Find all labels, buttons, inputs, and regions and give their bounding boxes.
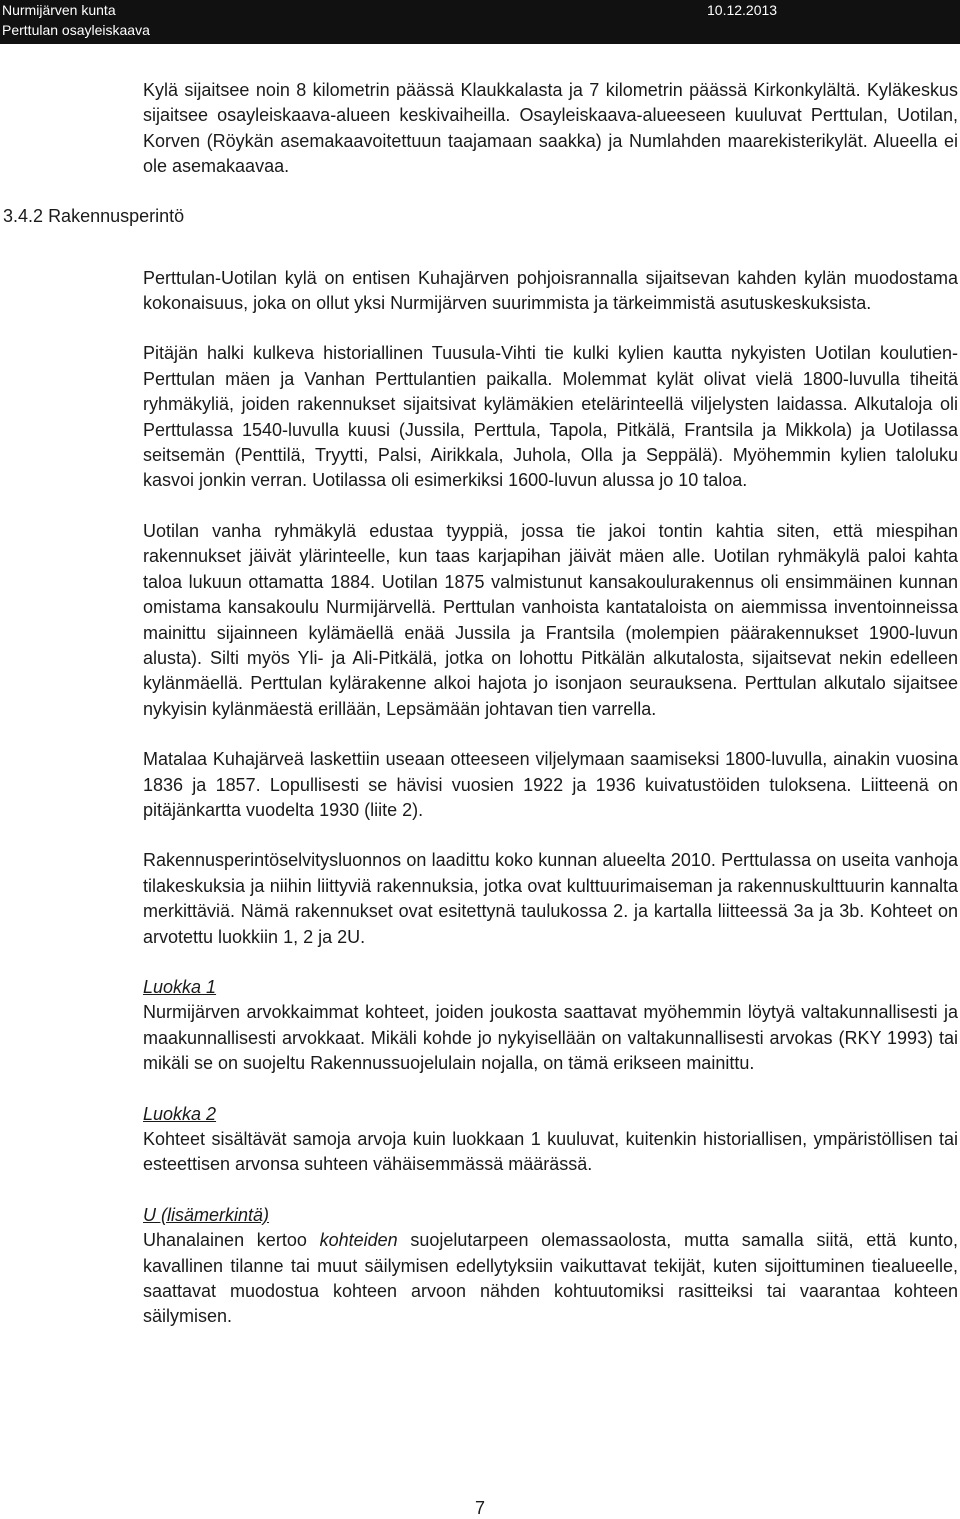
header-left (2, 0, 150, 40)
u-text-start: Uhanalainen kertoo (143, 1230, 320, 1251)
luokka-2-text: Kohteet sisältävät samoja arvoja kuin luokkaan 1 kuuluvat, kuitenkin historiallisen, ympäristöllisen tai esteettisen arvonsa suhteen vähäisemmässä määrässä. (143, 1129, 958, 1175)
u-text (143, 1228, 958, 1330)
page-header (0, 0, 960, 44)
u-text-end: suojelutarpeen olemassaolosta, mutta samalla siitä, että kunto, kavallinen tilanne tai muut säilymisen edellytyksiin vaikuttavat tekijät, kuten sijoittuminen tiealueelle, saattavat muodostua kohteen arvoon nähden kohtuutomiksi rasitteiksi tai vaarantaa kohteen säilymisen. (143, 1230, 958, 1327)
luokka-1-text: Nurmijärven arvokkaimmat kohteet, joiden joukosta saattavat myöhemmin löytyä valtakunnallisesti ja maakunnallisesti arvokkaat. Mikäli kohde jo nykyisellään on valtakunnallisesti arvokas (RKY 1993) tai mikäli se on suojeltu Rakennussuojelulain nojalla, on tämä erikseen mainittu. (143, 1002, 958, 1074)
municipality-name: Nurmijärven kunta (2, 2, 116, 18)
plan-name: Perttulan osayleiskaava (2, 22, 150, 38)
paragraph-4: Matalaa Kuhajärveä laskettiin useaan otteeseen viljelymaan saamiseksi 1800-luvulla, ainakin vuosina 1836 ja 1857. Lopullisesti se hävisi vuosien 1922 ja 1936 kuivatustöiden tuloksena. Liitteenä on pitäjänkartta vuodelta 1930 (liite 2). (143, 749, 958, 820)
paragraph-1: Perttulan-Uotilan kylä on entisen Kuhajärven pohjoisrannalla sijaitsevan kahden kylän muodostama kokonaisuus, joka on ollut yksi Nurmijärven suurimmista ja tärkeimmistä asutuskeskuksista. (143, 267, 958, 314)
section-number: 3.4.2 (3, 206, 44, 226)
page-number: 7 (474, 1498, 485, 1518)
paragraph-2: Pitäjän halki kulkeva historiallinen Tuusula-Vihti tie kulki kylien kautta nykyisten Uotilan koulutien-Perttulan mäen ja Vanhan Perttulantien paikalla. Molemmat kylät olivat vielä 1800-luvulla tiheitä ryhmäkyliä, joiden rakennukset sijaitsivat kylämäkien etelärinteellä viljelysten laidassa. Alkutaloja oli Perttulassa 1540-luvulla kuusi (Jussila, Perttula, Tapola, Pitkälä, Frantsila ja Mikkola) ja Uotilassa seitsemän (Penttilä, Tryytti, Palsi, Airikkala, Juhola, Olla ja Seppälä). Myöhemmin kylien taloluku kasvoi jonkin verran. Uotilassa oli esimerkiksi 1600-luvun alussa jo 10 taloa. (143, 343, 958, 491)
document-body (143, 78, 958, 1330)
u-heading: U (lisämerkintä) (143, 1204, 270, 1225)
paragraph-3: Uotilan vanha ryhmäkylä edustaa tyyppiä, jossa tie jakoi tontin kahtia siten, että miespihan rakennukset jäivät ylärinteelle, kun taas karjapihan jäivät mäen alle. Uotilan ryhmäkylä paloi kahta taloa lukuun ottamatta 1884. Uotilan 1875 valmistunut kansakoulurakennus oli ensimmäinen kunnan omistama kansakoulu Nurmijärvellä. Perttulan vanhoista kantataloista on aiemmissa inventoinneissa mainittu sijainneen kylämäellä enää Jussila ja Frantsila (molempien päärakennukset 1900-luvun alusta). Silti myös Yli- ja Ali-Pitkälä, jotka on lohottu Pitkälän alkutalosta, sijaitsevat nekin edelleen kylänmäellä. Perttulan kylärakenne alkoi hajota jo isonjaon seurauksena. Perttulan alkutalo sijaitsee nykyisin kylänmäestä erillään, Lepsämään johtavan tien varrella. (143, 520, 958, 719)
header-date: 10.12.2013 (707, 2, 778, 18)
u-text-emphasis: kohteiden (319, 1230, 398, 1251)
luokka-1-heading: Luokka 1 (143, 976, 217, 997)
paragraph-5: Rakennusperintöselvitysluonnos on laadittu koko kunnan alueelta 2010. Perttulassa on useita vanhoja tilakeskuksia ja niihin liittyviä rakennuksia, jotka ovat kulttuurimaiseman ja rakennuskulttuurin kannalta merkittäviä. Nämä rakennukset ovat esitettynä taulukossa 2. ja kartalla liitteessä 3a ja 3b. Kohteet on arvotettu luokkiin 1, 2 ja 2U. (143, 850, 958, 947)
section-title: Rakennusperintö (48, 206, 185, 226)
intro-paragraph: Kylä sijaitsee noin 8 kilometrin päässä Klaukkalasta ja 7 kilometrin päässä Kirkonkylältä. Kyläkeskus sijaitsee osayleiskaava-alueen keskivaiheilla. Osayleiskaava-alueeseen kuuluvat Perttulan, Uotilan, Korven (Röykän asemakaavoitettuun taajamaan saakka) ja Numlahden maarekisterikylät. Alueella ei ole asemakaavaa. (143, 80, 958, 177)
luokka-2-heading: Luokka 2 (143, 1103, 217, 1124)
